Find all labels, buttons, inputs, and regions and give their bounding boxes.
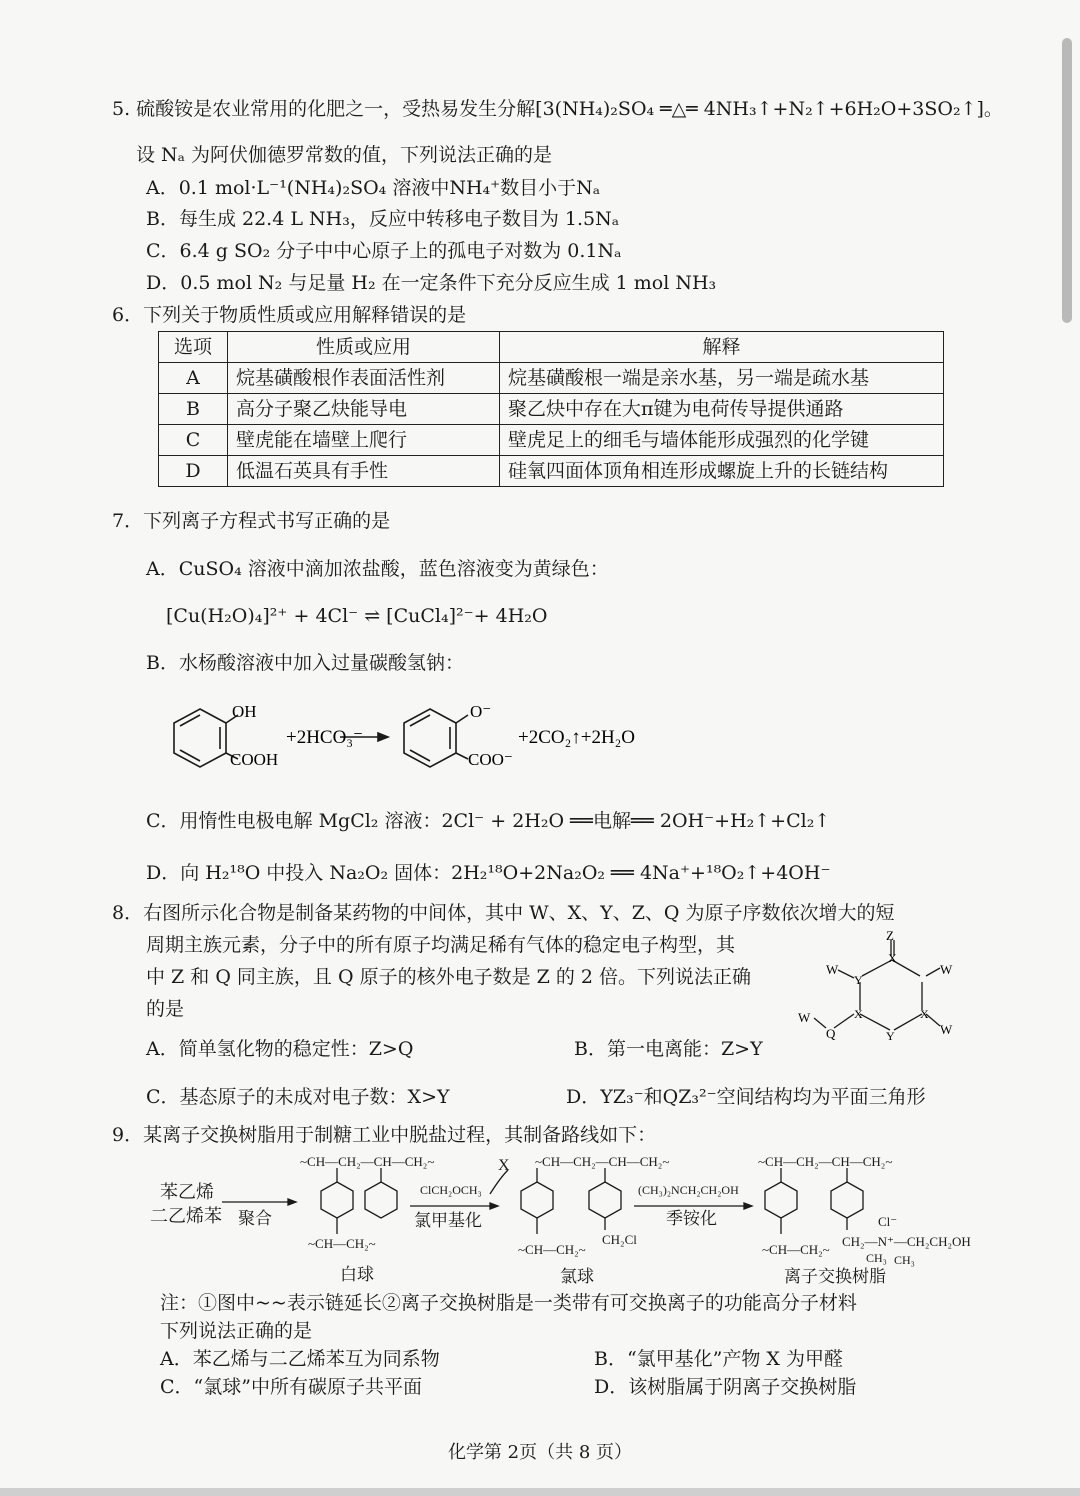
polymer-chain-low-1: ~CH—CH₂~ bbox=[308, 1236, 376, 1251]
table-header-cell: 选项 bbox=[159, 332, 228, 363]
step1-label: 聚合 bbox=[238, 1209, 272, 1228]
q7-option-a: A．CuSO₄ 溶液中滴加浓盐酸，蓝色溶液变为黄绿色： bbox=[146, 558, 609, 580]
table-header-row bbox=[159, 332, 944, 363]
page-footer: 化学第 2页（共 8 页） bbox=[447, 1442, 633, 1463]
reagent-3: (CH₃)₂NCH₂CH₂OH bbox=[638, 1183, 739, 1197]
q8-option-a: A．简单氢化物的稳定性：Z>Q bbox=[146, 1038, 414, 1060]
q8-stem-line1: 8．右图所示化合物是制备某药物的中间体，其中 W、X、Y、Z、Q 为原子序数依次增大的短 bbox=[112, 902, 895, 924]
table-row bbox=[159, 425, 944, 456]
salicylic-reaction-diagram bbox=[160, 695, 680, 775]
byproduct-x: X bbox=[498, 1157, 510, 1174]
polymer-chain-2: ~CH—CH₂—CH—CH₂~ bbox=[535, 1154, 670, 1169]
q7-option-b: B．水杨酸溶液中加入过量碳酸氢钠： bbox=[146, 652, 464, 674]
table-row bbox=[159, 363, 944, 394]
q6-stem: 6．下列关于物质性质或应用解释错误的是 bbox=[112, 304, 467, 326]
step3-label: 季铵化 bbox=[666, 1209, 717, 1228]
atom-label-q: Q bbox=[826, 1026, 836, 1041]
product-name-1: 白球 bbox=[340, 1265, 374, 1284]
start-material-1: 苯乙烯 bbox=[160, 1182, 214, 1202]
methyl-label-a: CH₃ bbox=[866, 1251, 887, 1265]
q9-ask: 下列说法正确的是 bbox=[160, 1320, 313, 1342]
atom-label-w: W bbox=[940, 1022, 953, 1037]
q5-stem-line2: 设 Nₐ 为阿伏伽德罗常数的值，下列说法正确的是 bbox=[136, 144, 553, 166]
q8-stem-line3: 中 Z 和 Q 同主族，且 Q 原子的核外电子数是 Z 的 2 倍。下列说法正确 bbox=[146, 966, 752, 988]
table-cell: 壁虎足上的细毛与墙体能形成强烈的化学键 bbox=[500, 425, 944, 456]
table-cell: 烷基磺酸根一端是亲水基，另一端是疏水基 bbox=[500, 363, 944, 394]
table-cell: 低温石英具有手性 bbox=[228, 456, 500, 487]
atom-label-w: W bbox=[940, 962, 953, 977]
reaction-arrow bbox=[378, 733, 388, 741]
q8-option-d: D．YZ₃⁻和QZ₃²⁻空间结构均为平面三角形 bbox=[566, 1086, 926, 1108]
table-header-cell: 解释 bbox=[500, 332, 944, 363]
atom-label-x: X bbox=[888, 951, 897, 965]
table-cell: 烷基磺酸根作表面活性剂 bbox=[228, 363, 500, 394]
q5-option-c: C．6.4 g SO₂ 分子中中心原子上的孤电子对数为 0.1Nₐ bbox=[146, 240, 622, 262]
start-material-2: 二乙烯苯 bbox=[150, 1206, 222, 1226]
q8-stem-line4: 的是 bbox=[146, 998, 185, 1020]
polymer-chain-low-2: ~CH—CH₂~ bbox=[518, 1242, 586, 1257]
atom-label-z: Z bbox=[886, 928, 894, 943]
phenoxide-label: O⁻ bbox=[470, 702, 492, 721]
product-name-2: 氯球 bbox=[560, 1267, 594, 1286]
bicarbonate-label: +2HCO₃⁻ bbox=[286, 727, 363, 748]
q5-stem-line1: 5. 硫酸铵是农业常用的化肥之一，受热易发生分解[3(NH₄)₂SO₄ ═△═ 4NH₃↑+N₂↑+6H₂O+3SO₂↑]。 bbox=[112, 98, 1003, 120]
atom-label-x: X bbox=[920, 1007, 929, 1021]
q9-option-a: A．苯乙烯与二乙烯苯互为同系物 bbox=[160, 1348, 440, 1370]
table-cell: 聚乙炔中存在大π键为电荷传导提供通路 bbox=[500, 394, 944, 425]
atom-label-x: X bbox=[854, 1007, 863, 1021]
q5-option-d: D．0.5 mol N₂ 与足量 H₂ 在一定条件下充分反应生成 1 mol NH₃ bbox=[146, 272, 717, 294]
chloride-label: Cl⁻ bbox=[878, 1214, 898, 1229]
q8-stem-line2: 周期主族元素，分子中的所有原子均满足稀有气体的稳定电子构型，其 bbox=[146, 934, 736, 956]
vertical-scrollbar[interactable] bbox=[1062, 38, 1072, 323]
table-cell: C bbox=[159, 425, 228, 456]
q6-table bbox=[158, 331, 944, 487]
cooh-label: COOH bbox=[230, 750, 279, 769]
chloromethyl-label: CH₂Cl bbox=[602, 1232, 637, 1247]
q8-option-c: C．基态原子的未成对电子数：X>Y bbox=[146, 1086, 450, 1108]
table-cell: 壁虎能在墙壁上爬行 bbox=[228, 425, 500, 456]
product-name-3: 离子交换树脂 bbox=[784, 1267, 886, 1286]
q9-option-d: D．该树脂属于阴离子交换树脂 bbox=[594, 1376, 857, 1398]
q9-stem: 9．某离子交换树脂用于制糖工业中脱盐过程，其制备路线如下： bbox=[112, 1124, 657, 1146]
q7-option-c: C．用惰性电极电解 MgCl₂ 溶液：2Cl⁻ + 2H₂O ══电解══ 2OH⁻+H₂↑+Cl₂↑ bbox=[146, 810, 831, 832]
carboxylate-label: COO⁻ bbox=[468, 750, 513, 769]
quaternary-ammonium-label: CH₂—N⁺—CH₂CH₂OH bbox=[842, 1234, 971, 1249]
step2-label: 氯甲基化 bbox=[414, 1211, 482, 1230]
q5-option-a: A．0.1 mol·L⁻¹(NH₄)₂SO₄ 溶液中NH₄⁺数目小于Nₐ bbox=[146, 177, 601, 199]
bottom-edge-bar bbox=[0, 1488, 1080, 1496]
table-row bbox=[159, 456, 944, 487]
table-cell: A bbox=[159, 363, 228, 394]
atom-label-y: Y bbox=[886, 1029, 895, 1043]
table-cell: D bbox=[159, 456, 228, 487]
q9-note: 注：①图中~~表示链延长②离子交换树脂是一类带有可交换离子的功能高分子材料 bbox=[160, 1292, 857, 1314]
q9-synthesis-diagram bbox=[150, 1150, 971, 1290]
atom-label-w: W bbox=[826, 962, 839, 977]
q7-stem: 7．下列离子方程式书写正确的是 bbox=[112, 510, 391, 532]
reagent-2: ClCH₂OCH₃ bbox=[420, 1183, 482, 1197]
table-cell: 硅氧四面体顶角相连形成螺旋上升的长链结构 bbox=[500, 456, 944, 487]
table-cell: 高分子聚乙炔能导电 bbox=[228, 394, 500, 425]
q9-option-b: B．“氯甲基化”产物 X 为甲醛 bbox=[594, 1348, 843, 1370]
table-row bbox=[159, 394, 944, 425]
products-label: +2CO₂↑+2H₂O bbox=[518, 727, 636, 748]
q7-option-d: D．向 H₂¹⁸O 中投入 Na₂O₂ 固体：2H₂¹⁸O+2Na₂O₂ ══ 4Na⁺+¹⁸O₂↑+4OH⁻ bbox=[146, 862, 831, 884]
table-cell: B bbox=[159, 394, 228, 425]
q7-option-a-equation: [Cu(H₂O)₄]²⁺ + 4Cl⁻ ⇌ [CuCl₄]²⁻+ 4H₂O bbox=[166, 605, 548, 627]
oh-label: OH bbox=[232, 702, 257, 721]
q9-option-c: C．“氯球”中所有碳原子共平面 bbox=[160, 1376, 422, 1398]
polymer-chain-1: ~CH—CH₂—CH—CH₂~ bbox=[300, 1154, 435, 1169]
q8-option-b: B．第一电离能：Z>Y bbox=[574, 1038, 763, 1060]
q5-option-b: B．每生成 22.4 L NH₃，反应中转移电子数目为 1.5Nₐ bbox=[146, 208, 620, 230]
benzene-ring-right bbox=[404, 709, 456, 767]
polymer-chain-3: ~CH—CH₂—CH—CH₂~ bbox=[758, 1154, 893, 1169]
q8-structure-diagram bbox=[790, 928, 960, 1046]
atom-label-w: W bbox=[798, 1010, 811, 1025]
benzene-ring-left bbox=[174, 709, 226, 767]
atom-label-y: Y bbox=[854, 973, 863, 987]
polymer-chain-low-3: ~CH—CH₂~ bbox=[762, 1242, 830, 1257]
table-header-cell: 性质或应用 bbox=[228, 332, 500, 363]
methyl-label-b: CH₃ bbox=[894, 1253, 915, 1267]
